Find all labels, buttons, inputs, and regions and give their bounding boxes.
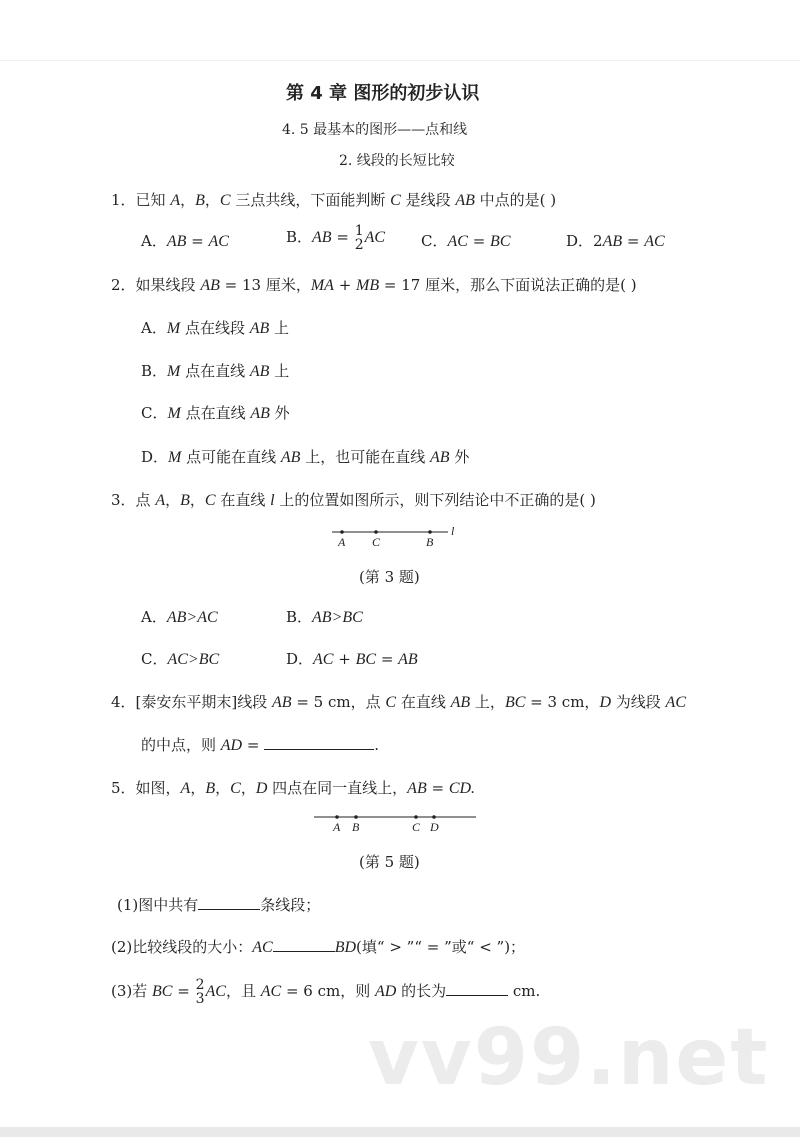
text-line (141, 361, 289, 382)
text-segment: 点在直线 (180, 362, 250, 380)
text-segment: C． (141, 650, 168, 668)
text-segment: D．2 (566, 232, 603, 250)
text-segment: D． (286, 650, 314, 668)
text-segment: = 5 cm，点 (291, 693, 386, 711)
text-segment: 为线段 (611, 693, 666, 711)
text-segment: 是线段 (400, 191, 456, 209)
text-line (111, 692, 686, 713)
text-segment: = (426, 779, 449, 797)
text-line (359, 852, 420, 872)
text-line (111, 490, 596, 511)
math-variable: C (230, 780, 241, 797)
text-segment: 上的位置如图所示，则下列结论中不正确的是( ) (274, 491, 596, 509)
point-c (374, 530, 378, 534)
math-variable: AB (407, 780, 427, 797)
math-variable: AB (280, 449, 301, 466)
text-line (117, 895, 320, 915)
text-segment: 1．已知 (111, 191, 171, 209)
math-variable: C (385, 694, 397, 711)
text-segment: = 6 cm，则 (281, 982, 376, 1000)
math-variable: CD. (448, 780, 476, 797)
top-band (0, 0, 800, 61)
text-segment: 外 (449, 448, 470, 466)
math-variable: AC>BC (167, 651, 220, 668)
math-variable: BC (490, 233, 511, 250)
math-variable: AC (260, 983, 282, 1000)
text-segment: = (242, 736, 265, 754)
text-segment: = (622, 232, 645, 250)
text-segment: (2)比较线段的大小： (111, 938, 253, 956)
text-segment: 2．如果线段 (111, 276, 201, 294)
point-d (432, 815, 436, 819)
text-segment: ， (215, 779, 231, 797)
figure-3-diagram (328, 522, 468, 548)
text-line (141, 607, 218, 628)
point-b (428, 530, 432, 534)
text-segment: 外 (269, 404, 290, 422)
answer-blank[interactable] (198, 895, 260, 910)
denominator: 3 (195, 991, 205, 1007)
math-variable: A (170, 192, 181, 209)
math-variable: AB (249, 320, 270, 337)
fraction (196, 978, 205, 1006)
numerator: 1 (354, 223, 364, 239)
math-variable: A (180, 780, 191, 797)
text-segment: B． (286, 608, 313, 626)
text-segment: . (374, 736, 379, 754)
math-variable: AD (375, 983, 397, 1000)
text-line (286, 224, 385, 252)
text-line (141, 735, 379, 756)
denominator: 2 (354, 237, 364, 253)
math-variable: AD (220, 737, 243, 754)
math-variable: MB (356, 277, 380, 294)
text-line (111, 978, 540, 1006)
text-segment: 上， (470, 693, 505, 711)
text-segment: 上，也可能在直线 (300, 448, 430, 466)
text-segment: 5．如图， (111, 779, 181, 797)
text-line (111, 778, 475, 799)
text-segment: ， (240, 779, 256, 797)
text-segment: (3)若 (111, 982, 153, 1000)
math-variable: B (180, 492, 190, 509)
text-segment: B． (141, 362, 168, 380)
text-segment: 上 (269, 319, 290, 337)
text-line (111, 190, 556, 211)
math-variable: AB>BC (312, 609, 363, 626)
point-c (414, 815, 418, 819)
label-l: l (451, 524, 455, 538)
math-variable: M (167, 363, 181, 380)
math-variable: AC (665, 694, 686, 711)
watermark: vv99.net (368, 1013, 770, 1103)
text-line (286, 607, 363, 628)
math-variable: AB (450, 694, 471, 711)
answer-blank[interactable] (446, 981, 508, 996)
label-c: C (412, 820, 421, 834)
text-segment: = (186, 232, 209, 250)
text-segment: A． (141, 319, 167, 337)
text-segment: ， (165, 491, 181, 509)
text-segment: 在直线 (396, 693, 451, 711)
text-line (141, 403, 290, 424)
text-line (141, 447, 469, 468)
bottom-band (0, 1127, 800, 1137)
figure-5-diagram (312, 811, 482, 837)
text-line (141, 231, 229, 252)
math-variable: AB (430, 449, 450, 466)
text-segment: A． (141, 608, 167, 626)
point-a (340, 530, 344, 534)
text-line (286, 649, 418, 670)
text-line (111, 937, 525, 958)
text-segment: 三点共线，下面能判断 (230, 191, 391, 209)
chapter-title: 第 4 章 图形的初步认识 (286, 83, 480, 104)
math-variable: AC (252, 939, 273, 956)
math-variable: AB (249, 363, 270, 380)
math-variable: D (255, 780, 268, 797)
fraction (355, 224, 364, 252)
answer-blank[interactable] (264, 735, 374, 750)
math-variable: AB (272, 694, 292, 711)
math-variable: l (270, 492, 275, 509)
text-segment: ， (204, 191, 220, 209)
text-segment: 3．点 (111, 491, 156, 509)
text-line (141, 649, 219, 670)
point-b (354, 815, 358, 819)
text-segment: = (467, 232, 491, 250)
section-title: 4. 5 最基本的图形——点和线 (282, 122, 468, 138)
text-segment: 点在线段 (180, 319, 250, 337)
point-a (335, 815, 339, 819)
math-variable: AC (205, 983, 226, 1000)
text-segment: = (172, 982, 195, 1000)
text-segment: 点可能在直线 (181, 448, 281, 466)
math-variable: AC (208, 233, 229, 250)
math-variable: AB (455, 192, 475, 209)
text-segment: B． (286, 228, 313, 246)
math-variable: M (167, 405, 181, 422)
text-line (141, 318, 289, 339)
math-variable: AB (200, 277, 220, 294)
subsection-title: 2. 线段的长短比较 (339, 153, 455, 169)
math-variable: C (390, 192, 401, 209)
text-line (359, 567, 420, 587)
text-segment: = 17 厘米，那么下面说法正确的是( ) (379, 276, 637, 294)
math-variable: D (599, 694, 611, 711)
text-segment: (第 5 题) (359, 853, 420, 871)
text-segment: = (331, 228, 354, 246)
math-variable: AB (602, 233, 623, 250)
text-segment: 点在直线 (180, 404, 251, 422)
label-b: B (352, 820, 360, 834)
text-line (111, 275, 637, 296)
math-variable: BC (355, 651, 377, 668)
text-segment: 四点在同一直线上， (267, 779, 408, 797)
math-variable: AB (398, 651, 418, 668)
text-segment: 4．[泰安东平期末]线段 (111, 693, 273, 711)
label-b: B (426, 535, 434, 548)
math-variable: BC (504, 694, 526, 711)
math-variable: AB>AC (166, 609, 218, 626)
label-a: A (333, 820, 341, 834)
text-segment: + (333, 276, 357, 294)
math-variable: AC (364, 229, 386, 246)
math-variable: AB (166, 233, 187, 250)
math-variable: AC (313, 651, 334, 668)
label-c: C (372, 535, 381, 548)
math-variable: B (195, 192, 205, 209)
math-variable: AC (644, 233, 665, 250)
text-segment: A． (141, 232, 167, 250)
text-line (421, 231, 511, 252)
label-d: D (430, 820, 439, 834)
text-segment: (填“ > ”“ = ”或“ < ”)； (356, 938, 526, 956)
text-segment: ， (189, 491, 205, 509)
text-segment: 条线段； (260, 896, 321, 914)
numerator: 2 (195, 977, 205, 993)
math-variable: B (205, 780, 216, 797)
math-variable: MA (310, 277, 334, 294)
math-variable: A (155, 492, 166, 509)
math-variable: M (166, 320, 181, 337)
text-segment: 中点的是( ) (474, 191, 557, 209)
math-variable: AC (447, 233, 468, 250)
math-variable: M (168, 449, 182, 466)
text-segment: 的中点，则 (141, 736, 221, 754)
text-segment: cm. (508, 982, 541, 1000)
text-segment: 在直线 (215, 491, 271, 509)
answer-blank[interactable] (273, 937, 335, 952)
math-variable: BD (334, 939, 357, 956)
text-segment: = 13 厘米， (219, 276, 311, 294)
text-segment: ，且 (225, 982, 261, 1000)
math-variable: C (204, 492, 216, 509)
text-segment: C． (141, 404, 168, 422)
math-variable: AB (312, 229, 332, 246)
text-segment: = 3 cm， (525, 693, 600, 711)
text-segment: + (333, 650, 356, 668)
math-variable: AB (250, 405, 270, 422)
text-line (566, 231, 665, 252)
text-segment: (1)图中共有 (117, 896, 199, 914)
text-segment: 上 (269, 362, 290, 380)
text-segment: 的长为 (396, 982, 447, 1000)
text-segment: (第 3 题) (359, 568, 420, 586)
text-segment: ， (180, 191, 196, 209)
text-segment: C． (421, 232, 448, 250)
text-segment: ， (190, 779, 206, 797)
text-segment: = (376, 650, 399, 668)
label-a: A (338, 535, 346, 548)
math-variable: C (219, 192, 231, 209)
math-variable: BC (152, 983, 173, 1000)
text-segment: D． (141, 448, 169, 466)
